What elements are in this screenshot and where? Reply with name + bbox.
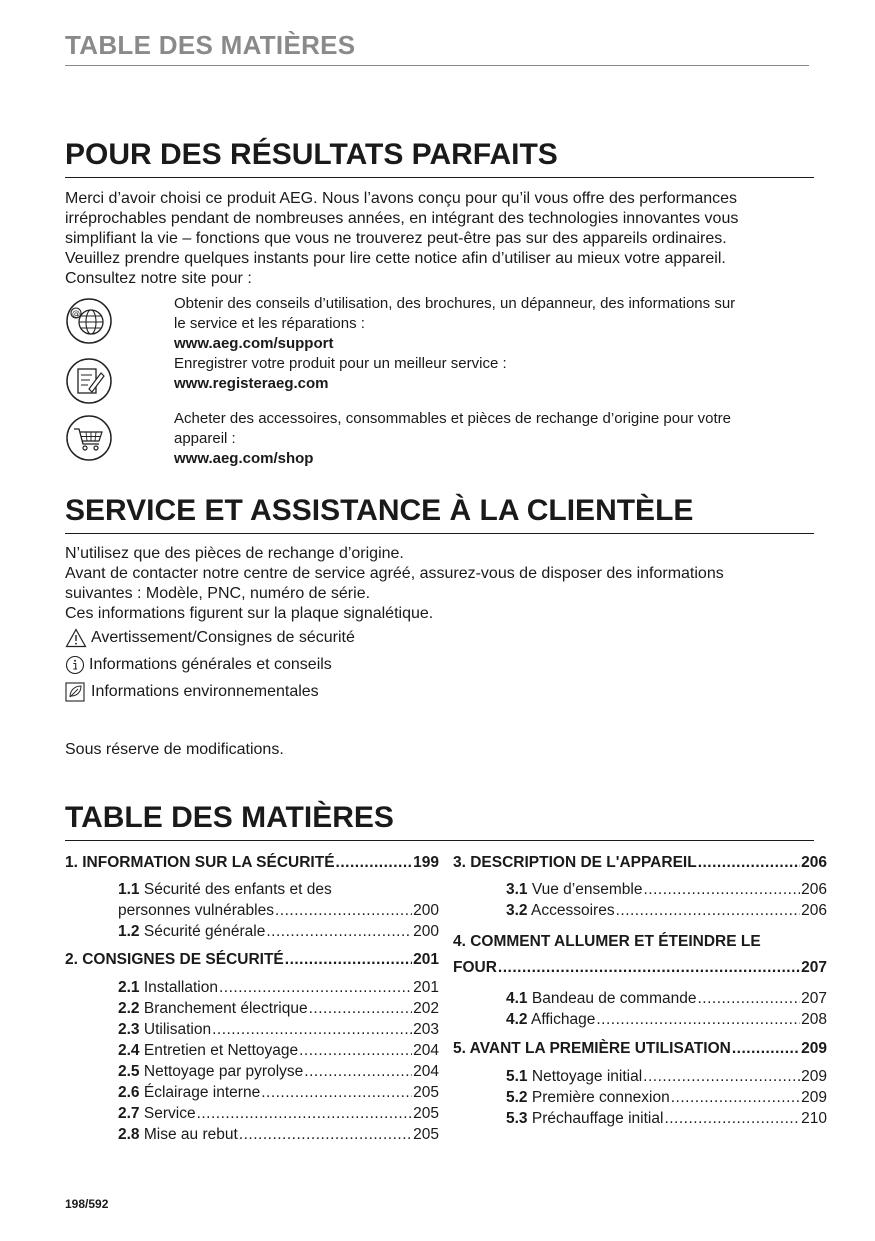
toc-entry[interactable] <box>65 1082 439 1103</box>
toc-entry-page: 209 <box>801 1040 827 1057</box>
toc-entry[interactable] <box>65 977 439 998</box>
toc-entry-page: 206 <box>801 881 827 898</box>
toc-entry[interactable] <box>65 852 439 873</box>
toc-entry-page: 202 <box>413 1000 439 1017</box>
shop-text <box>174 409 814 469</box>
toc-entry-page: 209 <box>801 1089 827 1106</box>
toc-entry-page: 201 <box>413 979 439 996</box>
page-header-title: TABLE DES MATIÈRES <box>65 30 356 60</box>
toc-entry[interactable] <box>65 921 439 942</box>
toc-entry[interactable] <box>453 900 827 921</box>
toc-entry[interactable] <box>65 1103 439 1124</box>
toc-entry-number: 2.1 <box>118 979 140 996</box>
register-text <box>174 354 814 394</box>
intro-line: Consultez notre site pour : <box>65 270 252 287</box>
modification-note <box>65 740 815 760</box>
shopping-cart-icon <box>65 414 113 462</box>
toc-entry[interactable] <box>453 988 827 1009</box>
toc-entry-label: 1. INFORMATION SUR LA SÉCURITÉ <box>65 854 335 871</box>
toc-entry-number: 1.1 <box>118 881 140 898</box>
toc-heading: TABLE DES MATIÈRES <box>65 801 814 841</box>
toc-entry[interactable] <box>65 1040 439 1061</box>
legend-environment-label: Informations environnementales <box>91 683 319 700</box>
toc-entry-page: 205 <box>413 1084 439 1101</box>
service-heading: SERVICE ET ASSISTANCE À LA CLIENTÈLE <box>65 494 814 534</box>
web-support-icon <box>65 297 113 345</box>
toc-entry-label: Branchement électrique <box>143 1000 308 1017</box>
toc-entry[interactable] <box>453 879 827 900</box>
toc-entry-label: Bandeau de commande <box>531 990 697 1007</box>
toc-entry-page: 199 <box>413 854 439 871</box>
toc-entry-label: Première connexion <box>531 1089 670 1106</box>
shop-desc-line1: Acheter des accessoires, consommables et pièces de rechange d’origine pour votre <box>174 410 731 427</box>
service-line: suivantes : Modèle, PNC, numéro de série. <box>65 585 371 602</box>
toc-entry-page: 205 <box>413 1126 439 1143</box>
intro-line: irréprochables pendant de nombreuses années, en intégrant des technologies innovantes vous <box>65 210 739 227</box>
results-intro <box>65 189 815 289</box>
shop-url[interactable]: www.aeg.com/shop <box>174 450 314 467</box>
toc-entry-number: 2.6 <box>118 1084 140 1101</box>
intro-line: simplifiant la vie – fonctions que vous ne trouverez peut-être pas sur des appareils ordinaires. <box>65 230 727 247</box>
toc-entry-number: 3.1 <box>506 881 528 898</box>
toc-entry-number: 1.2 <box>118 923 140 940</box>
toc-entry[interactable] <box>65 1124 439 1145</box>
toc-entry-page: 200 <box>413 923 439 940</box>
toc-entry-number: 2.4 <box>118 1042 140 1059</box>
toc-entry-number: 5.1 <box>506 1068 528 1085</box>
toc-entry-page: 204 <box>413 1042 439 1059</box>
toc-entry-label: Utilisation <box>143 1021 212 1038</box>
support-url[interactable]: www.aeg.com/support <box>174 335 334 352</box>
warning-icon <box>65 628 87 648</box>
toc-entry[interactable] <box>65 879 439 921</box>
toc-entry-page: 204 <box>413 1063 439 1080</box>
toc-entry-number: 4.2 <box>506 1011 528 1028</box>
toc-entry[interactable] <box>65 949 439 970</box>
legend-info <box>65 655 332 675</box>
legend-warning-label: Avertissement/Consignes de sécurité <box>91 629 355 646</box>
support-text <box>174 294 814 354</box>
info-icon <box>65 655 85 675</box>
toc-entry-number: 2.7 <box>118 1105 140 1122</box>
toc-entry-page: 203 <box>413 1021 439 1038</box>
service-text <box>65 544 815 624</box>
shop-desc-line2: appareil : <box>174 430 236 447</box>
leaf-icon <box>65 682 87 702</box>
support-desc-line2: le service et les réparations : <box>174 315 365 332</box>
modification-note-text: Sous réserve de modifications. <box>65 741 284 758</box>
toc-entry-label: Sécurité des enfants et des <box>143 881 332 898</box>
toc-entry-label: Mise au rebut <box>143 1126 238 1143</box>
toc-entry-number: 2.5 <box>118 1063 140 1080</box>
toc-entry-label: 5. AVANT LA PREMIÈRE UTILISATION <box>453 1040 731 1057</box>
register-url[interactable]: www.registeraeg.com <box>174 375 329 392</box>
page-number: 198/592 <box>65 1197 109 1211</box>
toc-entry-label: 4. COMMENT ALLUMER ET ÉTEINDRE LE <box>453 933 761 950</box>
toc-entry-label: Nettoyage par pyrolyse <box>143 1063 304 1080</box>
toc-entry-label: Préchauffage initial <box>531 1110 664 1127</box>
toc-left-column <box>65 852 439 1145</box>
toc-entry-label: 3. DESCRIPTION DE L'APPAREIL <box>453 854 697 871</box>
toc-entry-label: Service <box>143 1105 196 1122</box>
toc-entry-label: Affichage <box>531 1011 596 1028</box>
svg-text:@: @ <box>72 309 80 318</box>
results-heading: POUR DES RÉSULTATS PARFAITS <box>65 138 814 178</box>
intro-line: Merci d’avoir choisi ce produit AEG. Nous l’avons conçu pour qu’il vous offre des performances <box>65 190 738 207</box>
toc-entry-page: 201 <box>413 951 439 968</box>
toc-entry-number: 2.8 <box>118 1126 140 1143</box>
toc-entry-page: 207 <box>801 959 827 976</box>
toc-entry-page: 209 <box>801 1068 827 1085</box>
legend-info-label: Informations générales et conseils <box>89 656 332 673</box>
toc-entry[interactable] <box>65 1019 439 1040</box>
toc-entry-number: 5.2 <box>506 1089 528 1106</box>
register-product-icon <box>65 357 113 405</box>
page-header <box>65 30 809 66</box>
toc-entry[interactable] <box>453 852 827 873</box>
toc-entry-number: 3.2 <box>506 902 528 919</box>
toc-entry-label-cont: personnes vulnérables <box>118 902 274 919</box>
toc-entry-page: 210 <box>801 1110 827 1127</box>
toc-entry-label: Accessoires <box>531 902 615 919</box>
toc-entry[interactable] <box>453 1108 827 1129</box>
toc-entry-page: 206 <box>801 854 827 871</box>
toc-entry-label: Éclairage interne <box>143 1084 261 1101</box>
toc-entry-label: Sécurité générale <box>143 923 266 940</box>
toc-entry-label: Entretien et Nettoyage <box>143 1042 299 1059</box>
toc-entry[interactable] <box>453 929 827 981</box>
toc-entry-page: 208 <box>801 1011 827 1028</box>
support-desc-line1: Obtenir des conseils d’utilisation, des brochures, un dépanneur, des informations sur <box>174 295 736 312</box>
toc-entry[interactable] <box>453 1009 827 1030</box>
toc-entry-label: Vue d’ensemble <box>531 881 643 898</box>
intro-line: Veuillez prendre quelques instants pour lire cette notice afin d’utiliser au mieux votre appareil. <box>65 250 726 267</box>
toc-entry-page: 206 <box>801 902 827 919</box>
toc-entry-number: 2.3 <box>118 1021 140 1038</box>
toc-entry[interactable] <box>453 1038 827 1059</box>
toc-entry[interactable] <box>65 1061 439 1082</box>
toc-entry-page: 207 <box>801 990 827 1007</box>
service-line: N’utilisez que des pièces de rechange d’origine. <box>65 545 404 562</box>
toc-entry[interactable] <box>453 1066 827 1087</box>
toc-entry-number: 2.2 <box>118 1000 140 1017</box>
toc-entry-label: Installation <box>143 979 218 996</box>
register-desc: Enregistrer votre produit pour un meilleur service : <box>174 355 507 372</box>
toc-entry-label: 2. CONSIGNES DE SÉCURITÉ <box>65 951 284 968</box>
toc-entry-page: 200 <box>413 902 439 919</box>
toc-entry-number: 4.1 <box>506 990 528 1007</box>
legend-warning <box>65 628 355 648</box>
service-line: Ces informations figurent sur la plaque signalétique. <box>65 605 434 622</box>
toc-right-column <box>453 852 827 1129</box>
legend-environment <box>65 682 319 702</box>
service-line: Avant de contacter notre centre de service agréé, assurez-vous de disposer des informations <box>65 565 724 582</box>
toc-entry-page: 205 <box>413 1105 439 1122</box>
toc-entry[interactable] <box>65 998 439 1019</box>
toc-entry[interactable] <box>453 1087 827 1108</box>
toc-entry-number: 5.3 <box>506 1110 528 1127</box>
toc-entry-label: Nettoyage initial <box>531 1068 643 1085</box>
toc-entry-label-cont: FOUR <box>453 959 497 976</box>
